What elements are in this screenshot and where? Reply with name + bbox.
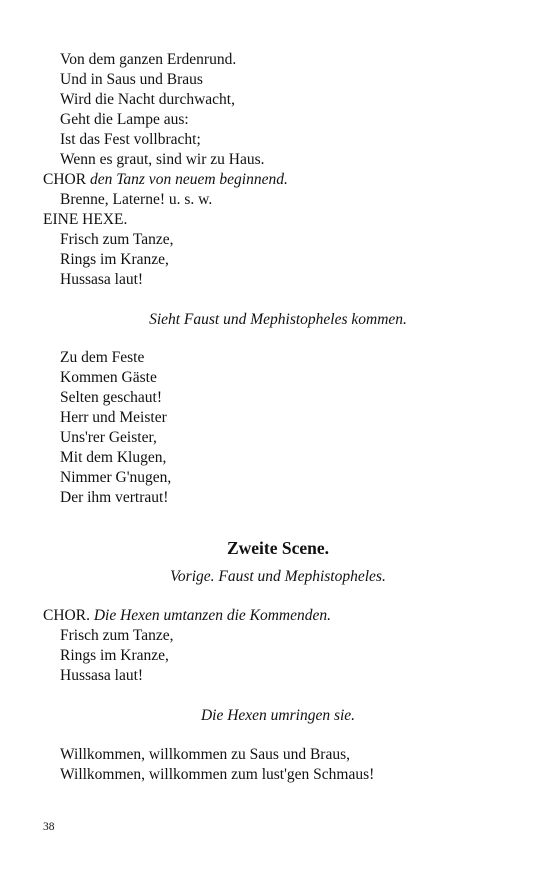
verse-line: Hussasa laut! (60, 271, 144, 288)
stage-direction-2 (43, 706, 513, 726)
verse-line: Brenne, Laterne! u. s. w. (60, 191, 213, 208)
verse-line: Mit dem Klugen, (60, 449, 167, 466)
speaker-name: CHOR. (43, 607, 90, 624)
verse-line: Frisch zum Tanze, (60, 231, 174, 248)
verse-line: Frisch zum Tanze, (60, 627, 174, 644)
verse-block-2 (43, 348, 513, 508)
verse-line: Der ihm vertraut! (60, 489, 169, 506)
speaker-name: EINE HEXE. (43, 211, 128, 228)
verse-line: Willkommen, willkommen zu Saus und Braus, (60, 746, 350, 763)
verse-line: Wenn es graut, sind wir zu Haus. (60, 151, 265, 168)
stage-direction: Die Hexen umringen sie. (200, 707, 356, 724)
verse-line: Ist das Fest vollbracht; (60, 131, 201, 148)
verse-line: Wird die Nacht durchwacht, (60, 91, 235, 108)
verse-line: Rings im Kranze, (60, 647, 169, 664)
scene-title: Zweite Scene. (226, 538, 330, 558)
stage-direction-inline: den Tanz von neuem beginnend. (89, 171, 288, 188)
verse-line: Rings im Kranze, (60, 251, 169, 268)
scene-heading-block (43, 537, 513, 559)
page-number: 38 (43, 821, 55, 833)
stage-direction-inline: Die Hexen umtanzen die Kommenden. (93, 607, 331, 624)
speaker-name: CHOR (43, 171, 87, 188)
verse-line: Uns'rer Geister, (60, 429, 157, 446)
verse-line: Und in Saus und Braus (60, 71, 203, 88)
speaker-line-hexe (43, 210, 513, 230)
speaker-line-chor (43, 170, 513, 190)
verse-block-4 (43, 745, 513, 785)
verse-line: Nimmer G'nugen, (60, 469, 172, 486)
verse-line: Hussasa laut! (60, 667, 144, 684)
scene-cast: Vorige. Faust und Mephistopheles. (170, 568, 386, 585)
verse-block-3 (43, 606, 513, 686)
verse-line: Zu dem Feste (60, 349, 145, 366)
verse-block-1 (43, 50, 513, 290)
verse-line: Herr und Meister (60, 409, 167, 426)
speaker-line-chor (43, 606, 513, 626)
verse-line: Willkommen, willkommen zum lust'gen Schmaus! (60, 766, 375, 783)
verse-line: Geht die Lampe aus: (60, 111, 189, 128)
verse-line: Kommen Gäste (60, 369, 157, 386)
scene-cast-block (43, 567, 513, 587)
stage-direction-1 (43, 310, 513, 330)
stage-direction: Sieht Faust und Mephistopheles kommen. (149, 311, 407, 328)
verse-line: Von dem ganzen Erdenrund. (60, 51, 237, 68)
verse-line: Selten geschaut! (60, 389, 163, 406)
